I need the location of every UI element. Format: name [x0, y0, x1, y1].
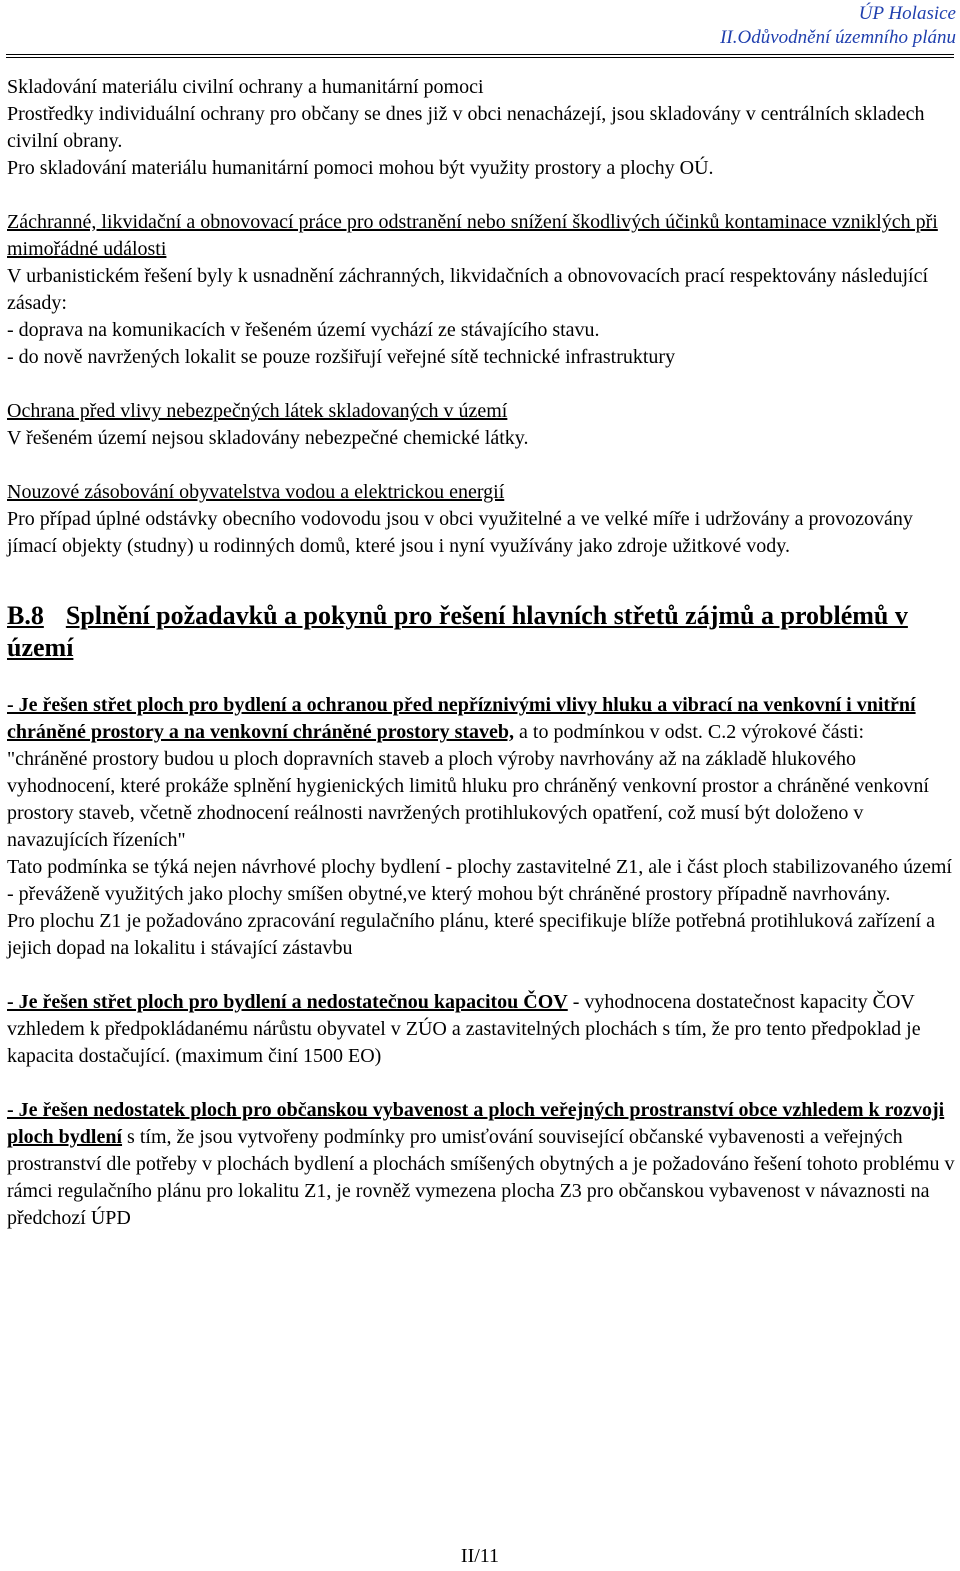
spacer	[7, 962, 956, 989]
hazard-paragraph-1: V řešeném území nejsou skladovány nebezpečné chemické látky.	[7, 427, 529, 449]
civic-item-lead: - Je řešen nedostatek ploch pro občanskou vybavenost a ploch veřejných prostranství obce vzhledem k rozvoji ploch bydlení	[7, 1099, 945, 1148]
spacer	[7, 371, 956, 398]
chapter-number: B.8	[7, 601, 44, 630]
noise-paragraph-3: Pro plochu Z1 je požadováno zpracování regulačního plánu, které specifikuje blíže potřebná protihluková zařízení a jejich dopad na lokalitu i stávající zástavbu	[7, 910, 935, 959]
spacer	[7, 452, 956, 479]
noise-paragraph-2: Tato podmínka se týká nejen návrhové plochy bydlení - plochy zastavitelné Z1, ale i část ploch stabilizovaného území - převáženě využitých jako plochy smíšen obytné,ve který mohou být chráněné prostory případně navrhovány.	[7, 856, 952, 905]
spacer	[7, 182, 956, 209]
chapter-title: Splnění požadavků a pokynů pro řešení hlavních střetů zájmů a problémů v území	[7, 601, 908, 662]
page-header	[720, 2, 956, 50]
header-document-name: ÚP Holasice	[858, 3, 956, 24]
cov-item-tail: - vyhodnocena dostatečnost kapacity ČOV vzhledem k předpokládanému nárůstu obyvatel v ZÚO a zastavitelných plochách s tím, že pro tento předpoklad je kapacita dostačující. (maximum činí 1500 EO)	[7, 991, 921, 1067]
noise-item	[7, 692, 956, 746]
storage-paragraph-1: Prostředky individuální ochrany pro občany se dnes již v obci nenacházejí, jsou skladovány v centrálních skladech civilní obrany.	[7, 103, 925, 152]
spacer	[7, 1070, 956, 1097]
noise-item-lead: - Je řešen střet ploch pro bydlení a ochranou před nepříznivými vlivy hluku a vibrací na venkovní i vnitřní chráněné prostory a na venkovní chráněné prostory staveb,	[7, 694, 916, 743]
noise-quote: "chráněné prostory budou u ploch dopravních staveb a ploch výroby navrhovány až na základě hlukového vyhodnocení, které prokáže splnění hygienických limitů hluku pro chráněný venkovní prostor a chráněné venkovní prostory staveb, včetně zhodnocení reálnosti navržených protihlukových opatření, což musí být doloženo v navazujících řízeních"	[7, 748, 929, 851]
emergency-paragraph-1: Pro případ úplné odstávky obecního vodovodu jsou v obci využitelné a ve velké míře i udržovány a provozovány jímací objekty (studny) u rodinných domů, které jsou i nyní využívány jako zdroje užitkové vody.	[7, 508, 913, 557]
civic-item-tail: s tím, že jsou vytvořeny podmínky pro umisťování související občanské vybavenosti a veřejných prostranství dle potřeby v plochách bydlení a plochách smíšených obytných a je požadováno řešení tohoto problému v rámci regulačního plánu pro lokalitu Z1, je rovněž vymezena plocha Z3 pro občanskou vybavenost v návaznosti na předchozí ÚPD	[7, 1126, 955, 1229]
cov-item	[7, 989, 956, 1070]
storage-title: Skladování materiálu civilní ochrany a humanitární pomoci	[7, 76, 484, 98]
page-number: II/11	[460, 1545, 500, 1567]
cov-item-lead: - Je řešen střet ploch pro bydlení a nedostatečnou kapacitou ČOV	[7, 991, 568, 1013]
document-body	[7, 74, 956, 1232]
header-section-name: II.Odůvodnění územního plánu	[720, 27, 956, 48]
header-rule	[6, 54, 954, 58]
chapter-heading	[7, 600, 956, 664]
rescue-paragraph-1: V urbanistickém řešení byly k usnadnění záchranných, likvidačních a obnovovacích prací respektovány následující zásady:	[7, 265, 928, 314]
noise-item-tail: a to podmínkou v odst. C.2 výrokové části:	[514, 721, 865, 743]
hazard-title: Ochrana před vlivy nebezpečných látek skladovaných v území	[7, 400, 508, 422]
spacer	[7, 664, 956, 692]
rescue-paragraph-2: - doprava na komunikacích v řešeném území vychází ze stávajícího stavu.	[7, 319, 600, 341]
rescue-title: Záchranné, likvidační a obnovovací práce pro odstranění nebo snížení škodlivých účinků kontaminace vzniklých při mimořádné události	[7, 211, 938, 260]
rescue-paragraph-3: - do nově navržených lokalit se pouze rozšiřují veřejné sítě technické infrastruktury	[7, 346, 676, 368]
emergency-title: Nouzové zásobování obyvatelstva vodou a elektrickou energií	[7, 481, 505, 503]
civic-item	[7, 1097, 956, 1232]
storage-paragraph-2: Pro skladování materiálu humanitární pomoci mohou být využity prostory a plochy OÚ.	[7, 157, 714, 179]
